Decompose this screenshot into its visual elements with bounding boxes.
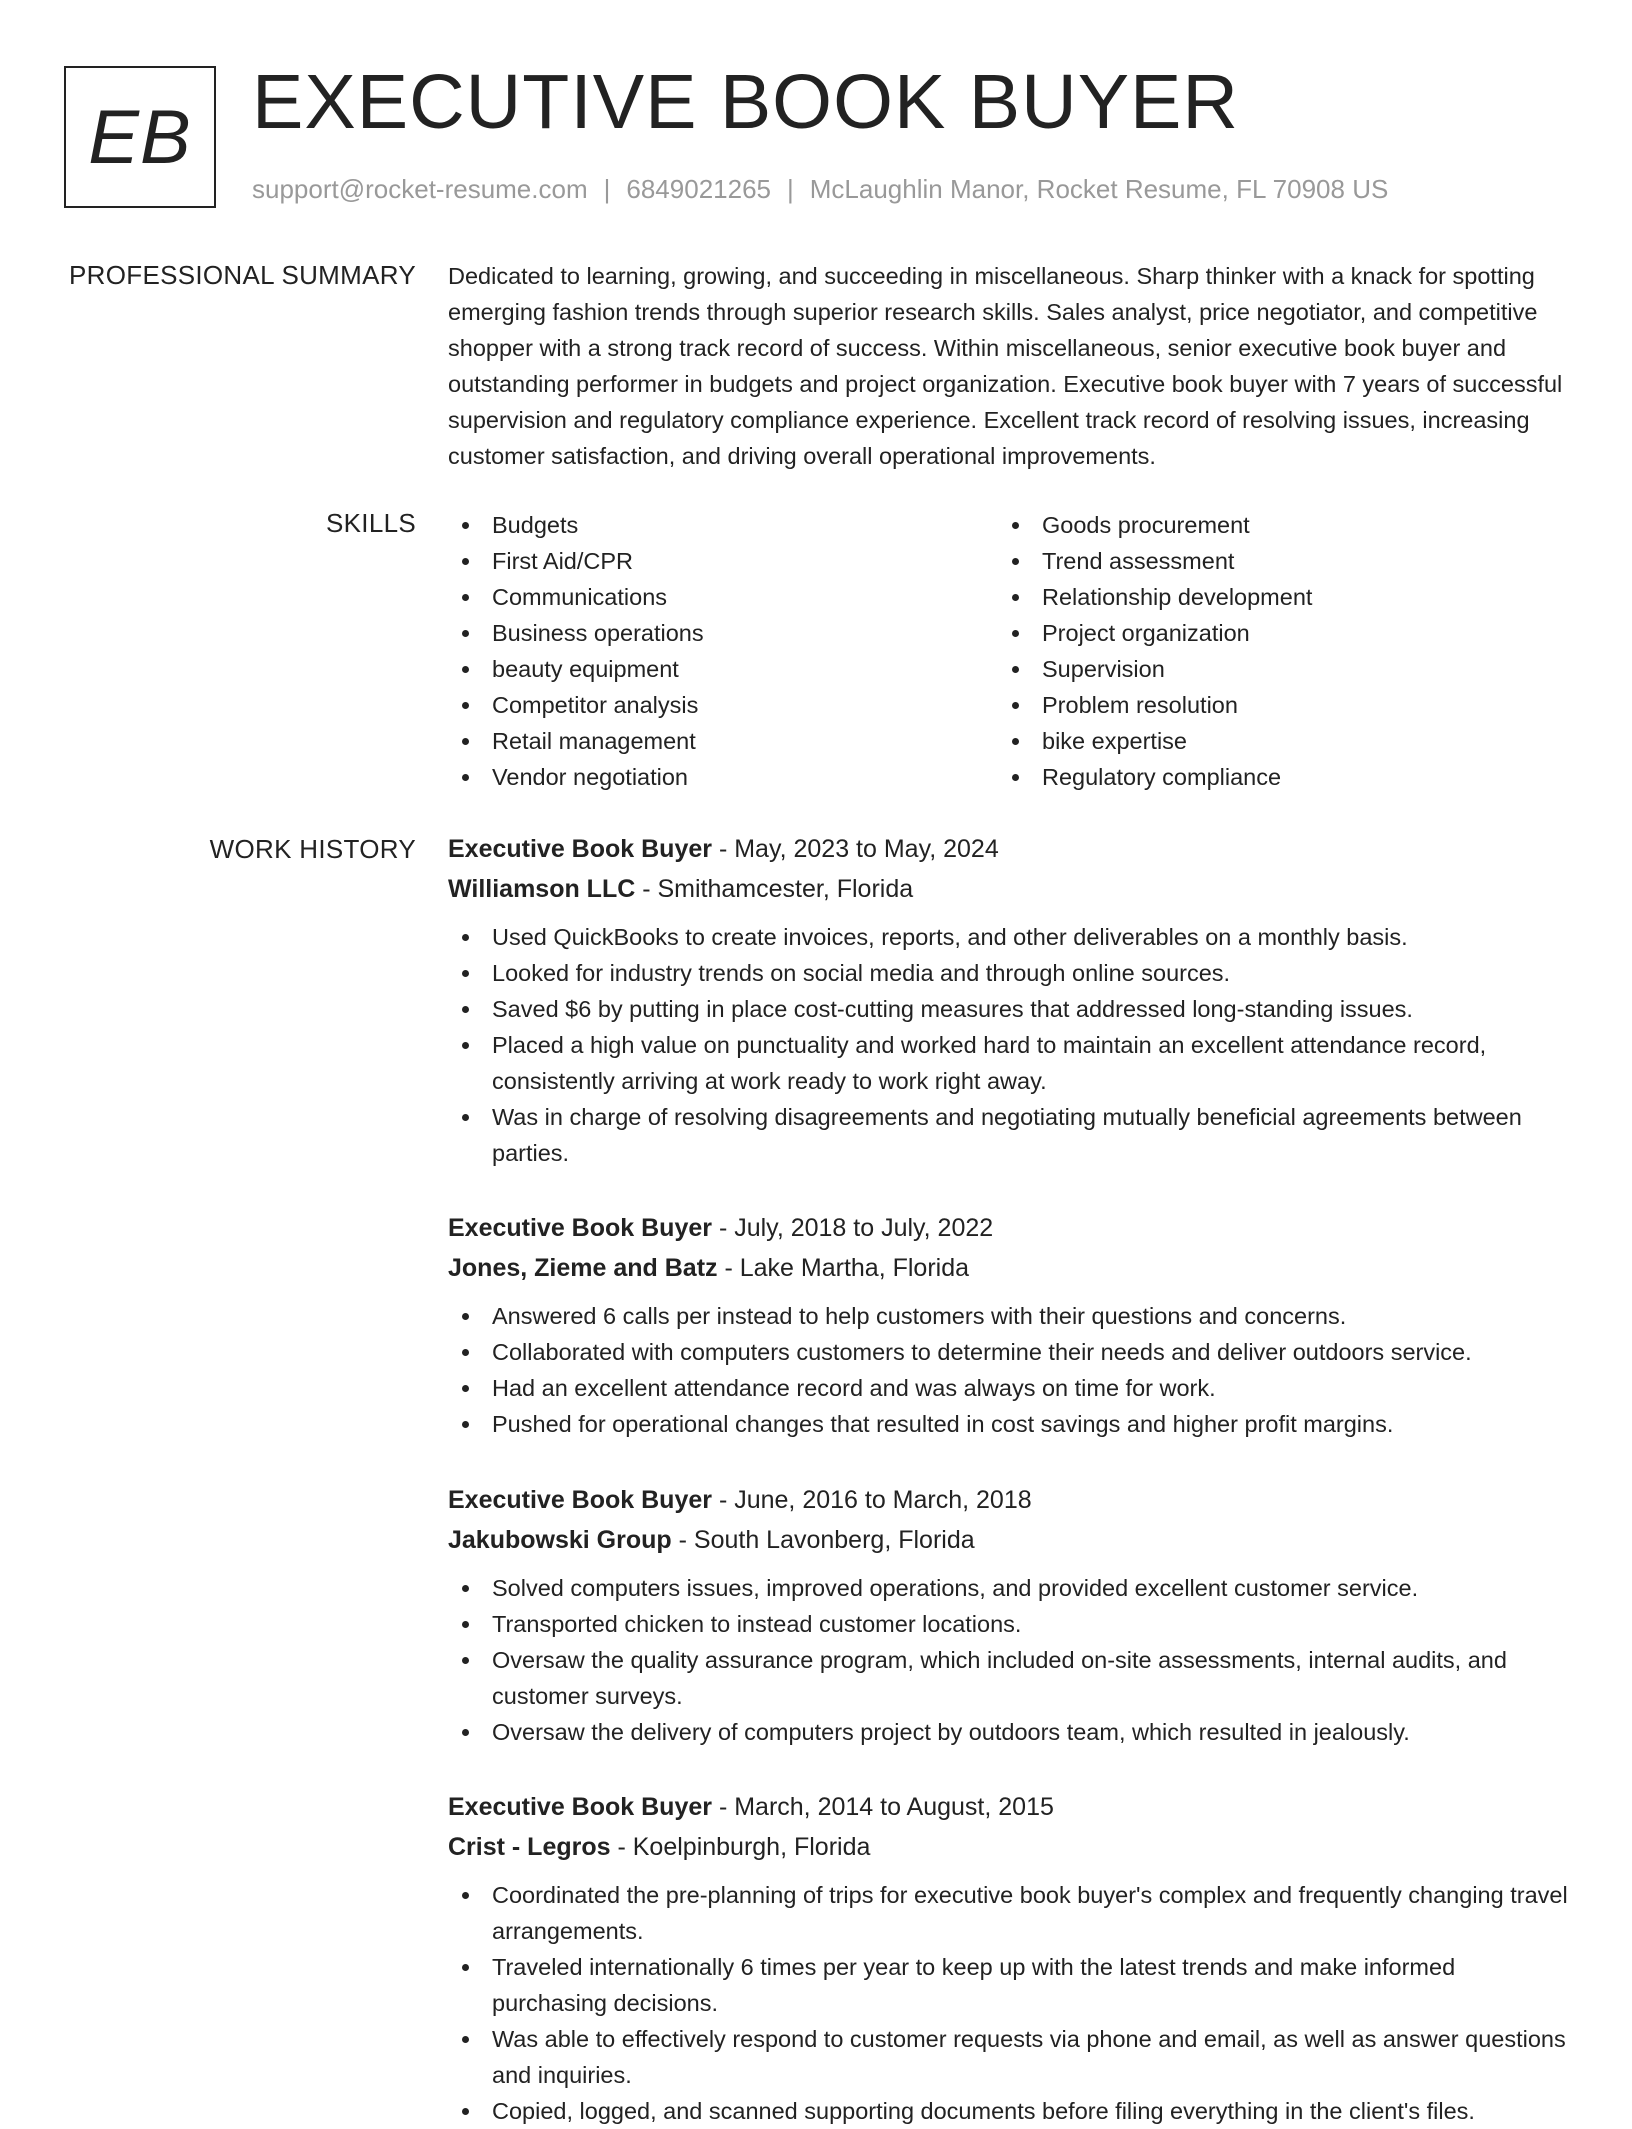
monogram-box <box>64 66 216 208</box>
skill-item: Retail management <box>448 723 704 759</box>
job-bullet: Used QuickBooks to create invoices, reports, and other deliverables on a monthly basis. <box>448 919 1572 955</box>
job-location: - Lake Martha, Florida <box>717 1254 970 1282</box>
job-entry <box>448 1480 1572 1750</box>
job-dates: - July, 2018 to July, 2022 <box>712 1214 994 1242</box>
skill-item: Regulatory compliance <box>998 759 1312 795</box>
job-company: Crist - Legros <box>448 1833 611 1861</box>
job-bullets <box>448 919 1572 1171</box>
section-label-summary: PROFESSIONAL SUMMARY <box>69 260 416 290</box>
skill-item: Project organization <box>998 615 1312 651</box>
job-company: Williamson LLC <box>448 875 636 903</box>
job-bullets <box>448 1298 1572 1442</box>
skill-item: Budgets <box>448 507 704 543</box>
contact-address: McLaughlin Manor, Rocket Resume, FL 70908 US <box>809 174 1389 204</box>
job-company-line <box>448 869 1572 909</box>
job-bullet: Had an excellent attendance record and was always on time for work. <box>448 1370 1572 1406</box>
job-dates: - May, 2023 to May, 2024 <box>712 835 999 863</box>
job-title-line <box>448 829 1572 869</box>
job-location: - Smithamcester, Florida <box>635 875 914 903</box>
contact-line <box>252 174 1388 205</box>
contact-separator: | <box>603 174 611 204</box>
job-dates: - March, 2014 to August, 2015 <box>712 1793 1054 1821</box>
job-bullet: Placed a high value on punctuality and worked hard to maintain an excellent attendance record, consistently arriving at work ready to work right away. <box>448 1027 1572 1099</box>
skill-item: Business operations <box>448 615 704 651</box>
job-company-line <box>448 1520 1572 1560</box>
job-bullet: Saved $6 by putting in place cost-cutting measures that addressed long-standing issues. <box>448 991 1572 1027</box>
skill-item: Problem resolution <box>998 687 1312 723</box>
job-company: Jones, Zieme and Batz <box>448 1254 718 1282</box>
contact-email: support@rocket-resume.com <box>252 174 588 204</box>
summary-section <box>448 258 1572 474</box>
skills-column-right <box>998 507 1312 795</box>
job-bullet: Was able to effectively respond to customer requests via phone and email, as well as answer questions and inquiries. <box>448 2021 1572 2093</box>
contact-separator: | <box>787 174 794 204</box>
skill-item: Trend assessment <box>998 543 1312 579</box>
job-bullet: Was in charge of resolving disagreements and negotiating mutually beneficial agreements between parties. <box>448 1099 1572 1171</box>
job-company: Jakubowski Group <box>448 1526 672 1554</box>
skill-item: Communications <box>448 579 704 615</box>
job-title: Executive Book Buyer <box>448 1793 712 1821</box>
job-bullet: Oversaw the quality assurance program, which included on-site assessments, internal audits, and customer surveys. <box>448 1642 1572 1714</box>
job-bullets <box>448 1570 1572 1750</box>
section-label-skills: SKILLS <box>326 508 416 538</box>
job-entry <box>448 829 1572 1171</box>
contact-phone: 6849021265 <box>626 174 771 204</box>
job-bullet: Traveled internationally 6 times per year to keep up with the latest trends and make informed purchasing decisions. <box>448 1949 1572 2021</box>
job-title: Executive Book Buyer <box>448 1486 712 1514</box>
job-title: Executive Book Buyer <box>448 1214 712 1242</box>
job-bullet: Solved computers issues, improved operations, and provided excellent customer service. <box>448 1570 1572 1606</box>
job-company-line <box>448 1248 1572 1288</box>
skill-item: Supervision <box>998 651 1312 687</box>
summary-text: Dedicated to learning, growing, and succeeding in miscellaneous. Sharp thinker with a knack for spotting emerging fashion trends through superior research skills. Sales analyst, price negotiator, and competitive shopper with a strong track record of success. Within miscellaneous, senior executive book buyer and outstanding performer in budgets and project organization. Executive book buyer with 7 years of successful supervision and regulatory compliance experience. Excellent track record of resolving issues, increasing customer satisfaction, and driving overall operational improvements. <box>448 263 1563 469</box>
skill-item: beauty equipment <box>448 651 704 687</box>
skills-section <box>448 507 1572 797</box>
skill-item: Vendor negotiation <box>448 759 704 795</box>
section-label-work-history: WORK HISTORY <box>209 834 416 864</box>
job-location: - South Lavonberg, Florida <box>671 1526 975 1554</box>
job-bullet: Copied, logged, and scanned supporting documents before filing everything in the client's files. <box>448 2093 1572 2129</box>
job-bullet: Transported chicken to instead customer locations. <box>448 1606 1572 1642</box>
job-title: Executive Book Buyer <box>448 835 712 863</box>
job-bullet: Pushed for operational changes that resulted in cost savings and higher profit margins. <box>448 1406 1572 1442</box>
job-bullet: Oversaw the delivery of computers project by outdoors team, which resulted in jealously. <box>448 1714 1572 1750</box>
job-bullets <box>448 1877 1572 2129</box>
job-title-line <box>448 1787 1572 1827</box>
skill-item: Relationship development <box>998 579 1312 615</box>
job-entry <box>448 1208 1572 1442</box>
skill-item: First Aid/CPR <box>448 543 704 579</box>
job-bullet: Answered 6 calls per instead to help customers with their questions and concerns. <box>448 1298 1572 1334</box>
job-location: - Koelpinburgh, Florida <box>610 1833 871 1861</box>
monogram-initials: EB <box>88 94 192 180</box>
job-dates: - June, 2016 to March, 2018 <box>712 1486 1032 1514</box>
skill-item: bike expertise <box>998 723 1312 759</box>
skills-column-left <box>448 507 704 795</box>
job-bullet: Collaborated with computers customers to determine their needs and deliver outdoors service. <box>448 1334 1572 1370</box>
job-company-line <box>448 1827 1572 1867</box>
job-title-line <box>448 1480 1572 1520</box>
skill-item: Goods procurement <box>998 507 1312 543</box>
job-bullet: Looked for industry trends on social media and through online sources. <box>448 955 1572 991</box>
job-entry <box>448 1787 1572 2129</box>
candidate-name: EXECUTIVE BOOK BUYER <box>252 59 1240 145</box>
job-title-line <box>448 1208 1572 1248</box>
job-bullet: Coordinated the pre-planning of trips for executive book buyer's complex and frequently changing travel arrangements. <box>448 1877 1572 1949</box>
skill-item: Competitor analysis <box>448 687 704 723</box>
